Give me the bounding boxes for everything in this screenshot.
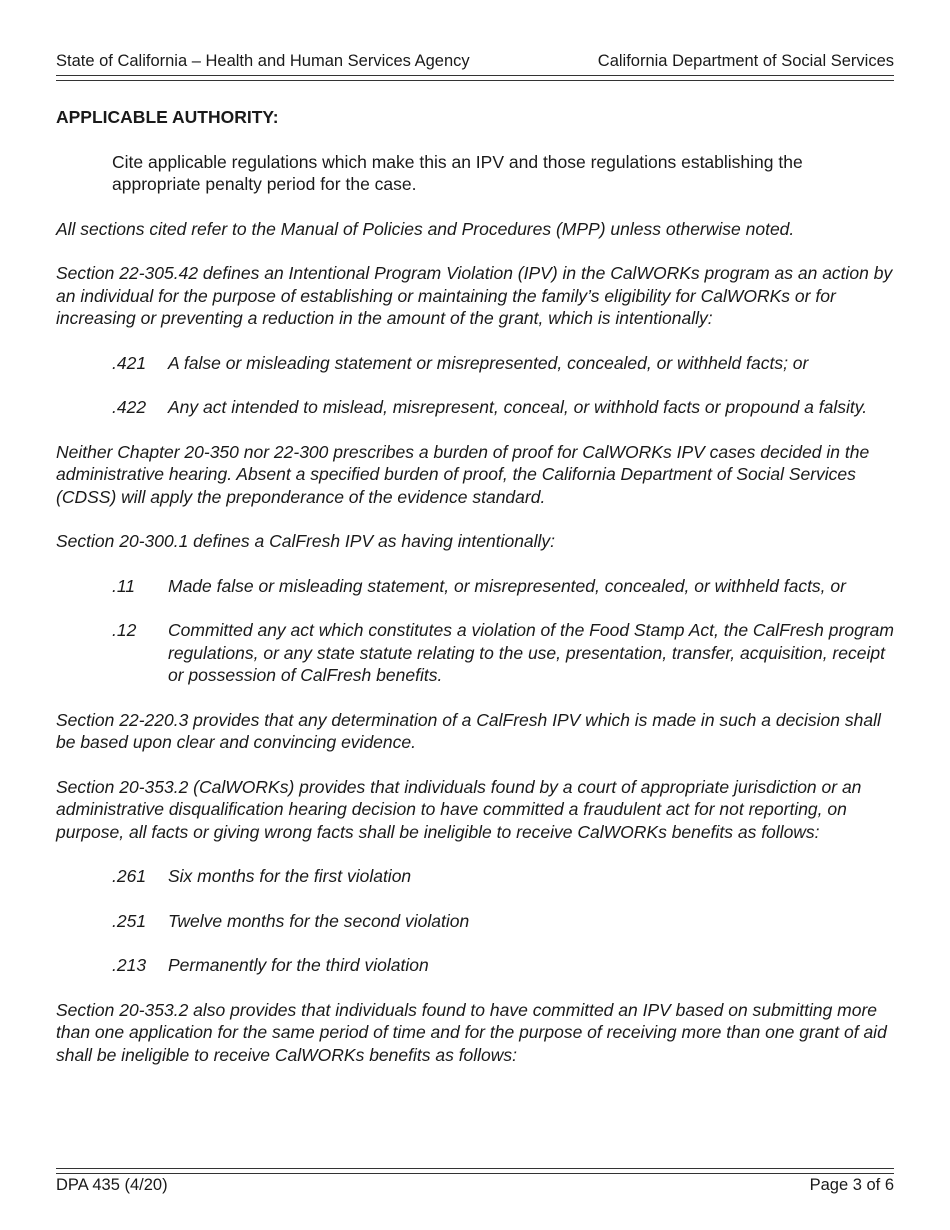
header-divider bbox=[56, 75, 894, 81]
list-item bbox=[112, 575, 894, 598]
section-heading: APPLICABLE AUTHORITY: bbox=[56, 107, 279, 127]
form-number: DPA 435 (4/20) bbox=[56, 1176, 168, 1194]
list-item-text: Permanently for the third violation bbox=[168, 955, 429, 975]
paragraph-clear-evidence: Section 22-220.3 provides that any determination of a CalFresh IPV which is made in such a decision shall be based upon clear and convincing evidence. bbox=[56, 709, 881, 752]
list-item-number: .11 bbox=[112, 575, 136, 596]
paragraph-penalty-fraud: Section 20-353.2 (CalWORKs) provides that individuals found by a court of appropriate jurisdiction or an administrative disqualification hearing decision to have committed a fraudulent act for not reporting, on purpose, all facts or giving wrong facts shall be ineligible to receive CalWORKs benefits as follows: bbox=[56, 776, 862, 842]
page-number: Page 3 of 6 bbox=[809, 1176, 894, 1194]
list-item bbox=[112, 396, 894, 419]
list-item bbox=[112, 352, 894, 375]
list-item-number: .251 bbox=[112, 910, 147, 931]
list-item bbox=[112, 910, 894, 933]
list-item bbox=[112, 619, 894, 687]
list-item bbox=[112, 865, 894, 888]
list-item-text: Any act intended to mislead, misrepresent, conceal, or withhold facts or propound a falsity. bbox=[168, 397, 868, 417]
list-item-number: .422 bbox=[112, 397, 147, 417]
paragraph-calfresh-definition: Section 20-300.1 defines a CalFresh IPV as having intentionally: bbox=[56, 531, 556, 551]
list-item bbox=[112, 954, 894, 977]
list-item-text: Six months for the first violation bbox=[168, 866, 412, 886]
paragraph-duplicate-aid: Section 20-353.2 also provides that individuals found to have committed an IPV based on submitting more than one application for the same period of time and for the purpose of receiving more than one grant of aid shall be ineligible to receive CalWORKs benefits as follows: bbox=[56, 999, 887, 1065]
list-item-text: A false or misleading statement or misrepresented, concealed, or withheld facts; or bbox=[168, 352, 809, 373]
header-department: California Department of Social Services bbox=[597, 52, 894, 70]
list-item-text: Committed any act which constitutes a violation of the Food Stamp Act, the CalFresh program regulations, or any state statute relating to the use, presentation, transfer, acquisition, receipt or possession of CalFresh benefits. bbox=[168, 620, 894, 685]
list-item-number: .421 bbox=[112, 352, 147, 373]
page-content bbox=[56, 106, 894, 1088]
paragraph-burden-of-proof: Neither Chapter 20-350 nor 22-300 prescribes a burden of proof for CalWORKs IPV cases decided in the administrative hearing. Absent a specified burden of proof, the California Department of Social Services (CDSS) will apply the preponderance of the evidence standard. bbox=[56, 441, 870, 507]
list-item-text: Made false or misleading statement, or misrepresented, concealed, or withheld facts, or bbox=[168, 575, 846, 596]
paragraph-ipv-definition: Section 22-305.42 defines an Intentional Program Violation (IPV) in the CalWORKs program as an action by an individual for the purpose of establishing or maintaining the family’s eligibility for CalWORKs or for increasing or preventing a reduction in the amount of the grant, which is intentionally: bbox=[56, 263, 893, 328]
paragraph-mpp-note: All sections cited refer to the Manual of Policies and Procedures (MPP) unless otherwise noted. bbox=[56, 218, 795, 239]
list-item-number: .261 bbox=[112, 866, 147, 886]
list-item-number: .12 bbox=[112, 620, 137, 640]
list-item-text: Twelve months for the second violation bbox=[168, 910, 470, 931]
footer-divider bbox=[56, 1168, 894, 1174]
page-header bbox=[56, 52, 894, 74]
list-item-number: .213 bbox=[112, 955, 147, 975]
header-agency: State of California – Health and Human Services Agency bbox=[56, 52, 470, 70]
instruction-text: Cite applicable regulations which make this an IPV and those regulations establishing the appropriate penalty period for the case. bbox=[112, 151, 803, 194]
